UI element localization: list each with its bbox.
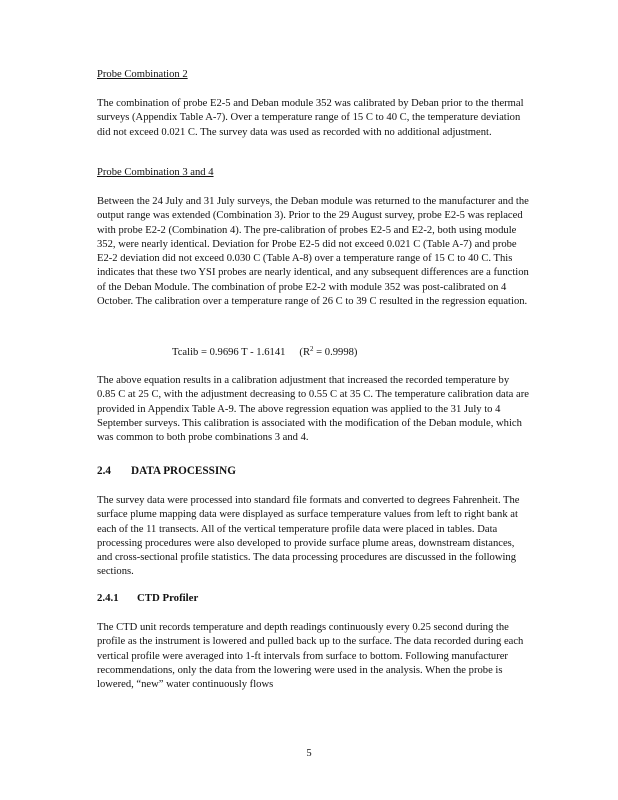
equation-main: Tcalib = 0.9696 T - 1.6141	[172, 347, 286, 358]
regression-equation	[172, 345, 357, 358]
equation-r-suffix: = 0.9998)	[313, 347, 358, 358]
section-title: DATA PROCESSING	[131, 465, 236, 477]
data-processing-paragraph: The survey data were processed into standard file formats and converted to degrees Fahrenheit. The surface plume mapping data were displayed as surface temperature values from left to right bank at each of the 11 transects. All of the vertical temperature profile data were placed in tables. Data processing procedures were also developed to provide surface plume areas, downstream distances, and cross-sectional profile statistics. The data processing procedures are discussed in the following sections.	[97, 495, 520, 578]
probe-combination-2-heading: Probe Combination 2	[97, 69, 188, 80]
equation-r-superscript: 2	[310, 345, 314, 353]
section-number: 2.4	[97, 465, 111, 477]
probe-combination-3-4-paragraph: Between the 24 July and 31 July surveys, the Deban module was returned to the manufacturer and the output range was extended (Combination 3). Prior to the 29 August survey, probe E2-5 was replaced with probe E2-2 (Combination 4). The pre-calibration of probes E2-5 and E2-2, both using module 352, were nearly identical. Deviation for Probe E2-5 did not exceed 0.021 C (Table A-7) and probe E2-2 deviation did not exceed 0.030 C (Table A-8) over a temperature range of 15 C to 40 C. This indicates that these two YSI probes are nearly identical, and any subsequent differences are a function of the Deban Module. The combination of probe E2-2 with module 352 was post-calibrated on 4 October. The calibration over a temperature range of 26 C to 39 C resulted in the regression equation.	[97, 196, 529, 308]
calibration-adjustment-paragraph: The above equation results in a calibration adjustment that increased the recorded temperature by 0.85 C at 25 C, with the adjustment decreasing to 0.55 C at 35 C. The temperature calibration data are provided in Appendix Table A-9. The above regression equation was applied to the 31 July to 4 September surveys. This calibration is associated with the modification of the Deban module, which was common to both probe combinations 3 and 4.	[97, 375, 529, 444]
ctd-profiler-paragraph: The CTD unit records temperature and depth readings continuously every 0.25 second during the profile as the instrument is lowered and pulled back up to the surface. The data recorded during each vertical profile were averaged into 1-ft intervals from surface to bottom. Following manufacturer recommendations, only the data from the lowering were used in the analysis. When the probe is lowered, “new” water continuously flows	[97, 622, 524, 691]
page-number: 5	[306, 748, 312, 759]
subsection-number: 2.4.1	[97, 592, 119, 604]
section-2-4-heading	[97, 465, 236, 477]
equation-r-prefix: (R	[299, 347, 311, 358]
section-2-4-1-heading	[97, 592, 198, 604]
probe-combination-2-paragraph: The combination of probe E2-5 and Deban module 352 was calibrated by Deban prior to the thermal surveys (Appendix Table A-7). Over a temperature range of 15 C to 40 C, the temperature deviation did not exceed 0.021 C. The survey data was used as recorded with no additional adjustment.	[97, 98, 524, 138]
probe-combination-3-4-heading: Probe Combination 3 and 4	[97, 167, 214, 178]
subsection-title: CTD Profiler	[137, 592, 199, 604]
